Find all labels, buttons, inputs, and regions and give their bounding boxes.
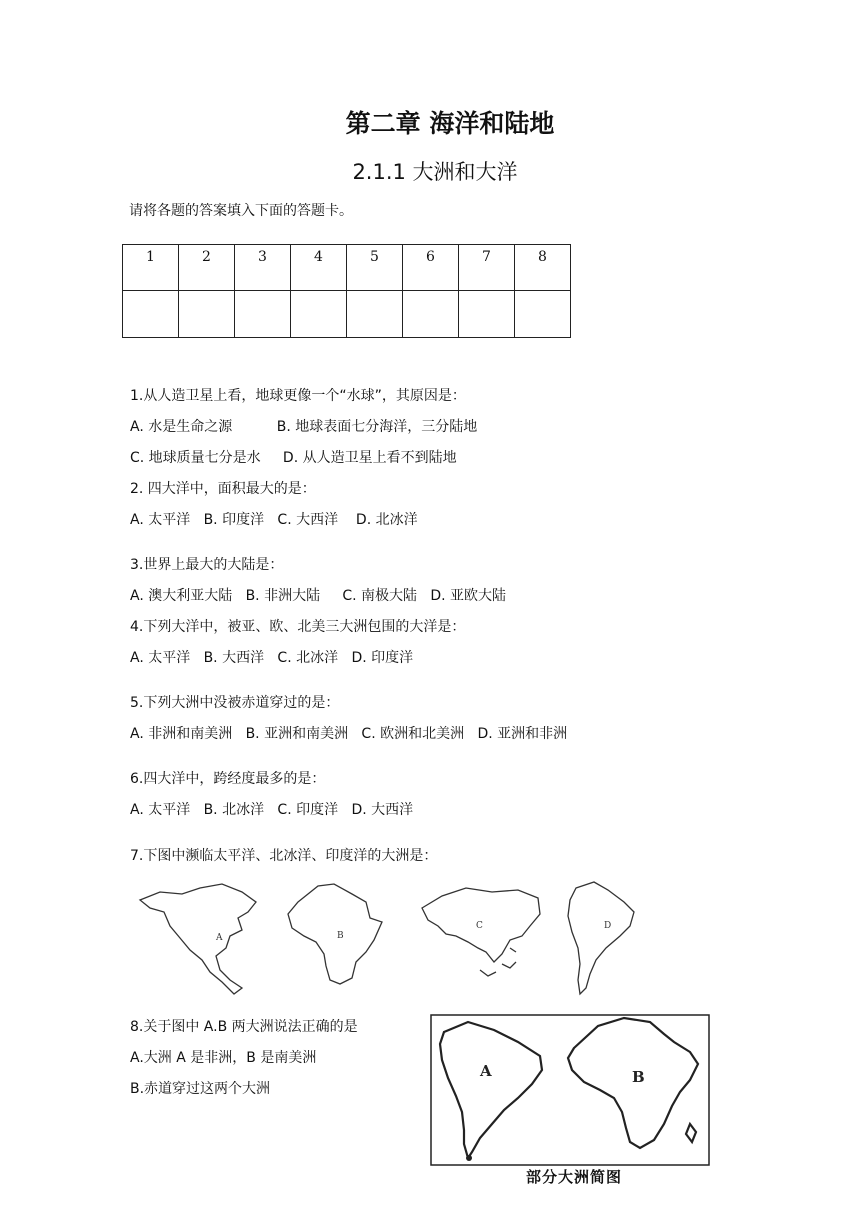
south-america-outline: [568, 882, 634, 994]
question-4-options: A. 太平洋 B. 大西洋 C. 北冰洋 D. 印度洋: [130, 650, 414, 666]
answer-number: 4: [291, 245, 347, 291]
answer-number: 8: [515, 245, 571, 291]
answer-cell[interactable]: [179, 291, 235, 338]
question-8: 8.关于图中 A.B 两大洲说法正确的是: [130, 1019, 358, 1035]
instruction-text: 请将各题的答案填入下面的答题卡。: [129, 203, 353, 219]
figure7-label-c: C: [476, 921, 483, 931]
question-6-options: A. 太平洋 B. 北冰洋 C. 印度洋 D. 大西洋: [130, 802, 414, 818]
question-2-options: A. 太平洋 B. 印度洋 C. 大西洋 D. 北冰洋: [130, 512, 418, 528]
figure8-label-a: A: [480, 1062, 492, 1080]
figure7-label-d: D: [604, 921, 612, 931]
answer-number: 6: [403, 245, 459, 291]
answer-number: 1: [123, 245, 179, 291]
question-1-options-cd: C. 地球质量七分是水 D. 从人造卫星上看不到陆地: [130, 450, 457, 466]
question-7: 7.下图中濒临太平洋、北冰洋、印度洋的大洲是：: [130, 848, 438, 864]
question-2: 2. 四大洋中，面积最大的是：: [130, 481, 316, 497]
question-1: 1.从人造卫星上看，地球更像一个“水球”，其原因是：: [130, 388, 466, 404]
answer-cell[interactable]: [123, 291, 179, 338]
madagascar-outline: [686, 1124, 696, 1142]
map-caption: 部分大洲简图: [526, 1168, 623, 1186]
north-america-outline: [140, 884, 256, 994]
figure7-label-b: B: [337, 931, 344, 941]
question-5: 5.下列大洲中没被赤道穿过的是：: [130, 695, 340, 711]
question-8-option-b: B.赤道穿过这两个大洲: [130, 1081, 271, 1097]
figure7-label-a: A: [216, 933, 223, 943]
answer-cell[interactable]: [347, 291, 403, 338]
answer-cell[interactable]: [291, 291, 347, 338]
answer-cell[interactable]: [459, 291, 515, 338]
chapter-title: 第二章 海洋和陆地: [345, 109, 555, 138]
answer-number: 3: [235, 245, 291, 291]
answer-number: 2: [179, 245, 235, 291]
question-8-option-a: A.大洲 A 是非洲，B 是南美洲: [130, 1050, 317, 1066]
question-3: 3.世界上最大的大陆是：: [130, 557, 284, 573]
section-title: 2.1.1 大洲和大洋: [352, 160, 518, 184]
partial-continents-map: [428, 1012, 712, 1168]
south-america-outline: [440, 1022, 542, 1158]
answer-card-blank-row: [123, 291, 571, 338]
answer-cell[interactable]: [403, 291, 459, 338]
south-tip-dot: [466, 1155, 472, 1161]
question-6: 6.四大洋中，跨经度最多的是：: [130, 771, 326, 787]
answer-cell[interactable]: [235, 291, 291, 338]
answer-card-header-row: [123, 245, 571, 291]
question-5-options: A. 非洲和南美洲 B. 亚洲和南美洲 C. 欧洲和北美洲 D. 亚洲和非洲: [130, 726, 568, 742]
continents-figure: [130, 878, 650, 1002]
answer-number: 7: [459, 245, 515, 291]
question-4: 4.下列大洋中，被亚、欧、北美三大洲包围的大洋是：: [130, 619, 466, 635]
question-1-options-ab: A. 水是生命之源 B. 地球表面七分海洋，三分陆地: [130, 419, 478, 435]
answer-card: [122, 244, 571, 338]
figure8-label-b: B: [632, 1068, 645, 1086]
africa-outline: [288, 884, 382, 984]
question-3-options: A. 澳大利亚大陆 B. 非洲大陆 C. 南极大陆 D. 亚欧大陆: [130, 588, 507, 604]
answer-cell[interactable]: [515, 291, 571, 338]
answer-number: 5: [347, 245, 403, 291]
